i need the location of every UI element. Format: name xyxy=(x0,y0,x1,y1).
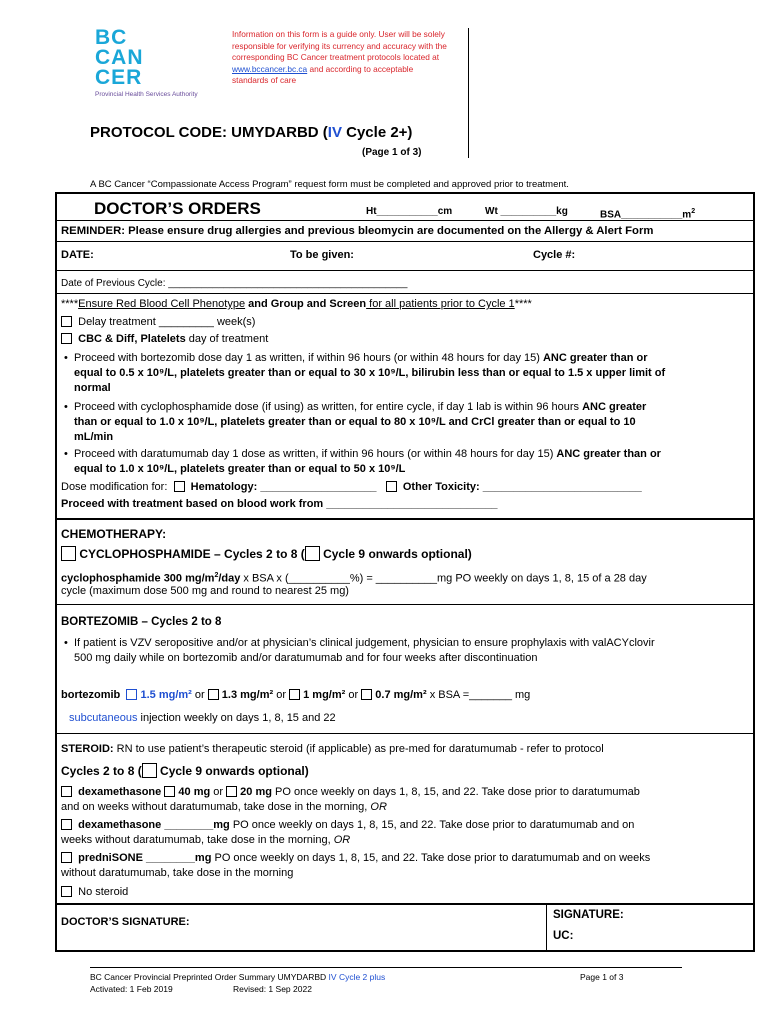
proceed-blood-work[interactable]: Proceed with treatment based on blood work from ____________________________ xyxy=(61,498,498,510)
divider xyxy=(55,270,755,271)
bort-1-checkbox[interactable] xyxy=(289,689,300,700)
signature-label[interactable]: SIGNATURE: xyxy=(553,909,624,921)
reminder: REMINDER: Please ensure drug allergies and previous bleomycin are documented on the Allergy & Alert Form xyxy=(61,225,654,237)
bort-0-7-checkbox[interactable] xyxy=(361,689,372,700)
footer-activated: Activated: 1 Feb 2019 xyxy=(90,984,173,994)
phenotype-note xyxy=(61,297,532,311)
logo-line3: CER xyxy=(95,66,143,89)
cyclo-proceed-line3: mL/min xyxy=(74,431,114,443)
steroid-note: RN to use patient’s therapeutic steroid (if applicable) as pre-med for daratumumab - refer to protocol xyxy=(113,743,604,755)
bort-text: Proceed with bortezomib dose day 1 as written, if within 96 hours (or within 48 hours for day 15) xyxy=(74,352,543,364)
bortezomib-proceed-line1 xyxy=(74,351,648,365)
dex-text-2: and on weeks without daratumumab, take dose in the morning, xyxy=(61,801,371,813)
prior-cycle-text: for all patients prior to Cycle 1 xyxy=(366,298,515,310)
group-screen-text: and Group and Screen xyxy=(245,298,367,310)
prednisone-checkbox[interactable] xyxy=(61,852,72,863)
signature-divider xyxy=(546,904,547,951)
divider xyxy=(55,733,755,734)
footer-revised: Revised: 1 Sep 2022 xyxy=(233,984,312,994)
height-field[interactable]: Ht___________cm xyxy=(366,206,453,217)
bc-cancer-logo xyxy=(95,28,225,98)
protocol-code xyxy=(90,124,412,141)
bort-1-3-checkbox[interactable] xyxy=(208,689,219,700)
bort-1-5-checkbox[interactable] xyxy=(126,689,137,700)
dex-custom-label[interactable]: dexamethasone ________mg xyxy=(78,819,230,831)
bsa-sup: 2 xyxy=(691,208,696,215)
dex-20-checkbox[interactable] xyxy=(226,786,237,797)
stars: **** xyxy=(61,298,79,310)
cbc-label: CBC & Diff, Platelets xyxy=(78,333,186,345)
bort-0-7-label: 0.7 mg/m² xyxy=(375,689,427,701)
steroid-cycles-text: Cycles 2 to 8 ( xyxy=(61,764,142,778)
steroid-cycles xyxy=(61,763,309,779)
cyclo-dose-day: /day xyxy=(218,572,241,585)
to-be-given-label[interactable]: To be given: xyxy=(290,249,354,261)
delay-checkbox[interactable] xyxy=(61,316,72,327)
dex-label: dexamethasone xyxy=(78,786,162,798)
stars-end: **** xyxy=(514,298,532,310)
dex-custom-text-2: weeks without daratumumab, take dose in the morning, xyxy=(61,834,334,846)
date-label[interactable]: DATE: xyxy=(61,249,94,261)
or: or xyxy=(210,786,227,798)
steroid-heading xyxy=(61,742,604,756)
other-toxicity-label: Other Toxicity: __________________________ xyxy=(402,481,642,493)
dose-modification-row xyxy=(61,480,642,494)
cyclo-checkbox[interactable] xyxy=(61,546,76,561)
page-subtitle: (Page 1 of 3) xyxy=(362,147,422,158)
cbc-checkbox[interactable] xyxy=(61,333,72,344)
bortezomib-dose-row xyxy=(61,688,530,702)
subcut-rest: injection weekly on days 1, 8, 15 and 22 xyxy=(137,712,336,724)
or: or xyxy=(273,689,290,701)
dex-custom-checkbox[interactable] xyxy=(61,819,72,830)
doctor-signature-label[interactable]: DOCTOR’S SIGNATURE: xyxy=(61,916,190,928)
cyclo-dose-bold: cyclophosphamide 300 mg/m xyxy=(61,572,215,585)
bort-bsa-calc[interactable]: x BSA =_______ mg xyxy=(426,689,531,701)
bccancer-link[interactable]: www.bccancer.bc.ca xyxy=(232,63,308,74)
cycle-number-label[interactable]: Cycle #: xyxy=(533,249,576,261)
dara-text: Proceed with daratumumab day 1 dose as written, if within 96 hours (or within 48 hours for day 15) xyxy=(74,448,557,460)
steroid-cycle9-text: Cycle 9 onwards optional) xyxy=(160,764,309,778)
dex-40-checkbox[interactable] xyxy=(164,786,175,797)
footer-iv: IV Cycle 2 plus xyxy=(328,972,386,982)
cyclo-dose-calc[interactable]: x BSA x (__________%) = __________mg PO weekly on days 1, 8, 15 of a 28 day xyxy=(240,572,647,585)
hematology-checkbox[interactable] xyxy=(174,481,185,492)
subcut-label: subcutaneous xyxy=(69,712,138,724)
prednisone-text: PO once weekly on days 1, 8, 15, and 22. Take dose prior to daratumumab and on weeks xyxy=(211,852,651,864)
bort-anc: ANC greater than or xyxy=(542,352,648,364)
divider xyxy=(55,241,755,242)
dex-40-label: 40 mg xyxy=(178,786,211,798)
or-italic: OR xyxy=(333,834,351,846)
dosemod-label: Dose modification for: xyxy=(61,481,168,493)
subcut-line xyxy=(69,711,336,725)
dara-anc: ANC greater than or xyxy=(556,448,661,460)
disclaimer-text: Information on this form is a guide only. User will be solely responsible for verifying its currency and accuracy with the corresponding BC Cancer treatment protocols located at xyxy=(232,29,447,63)
dex-fixed-line1 xyxy=(61,785,640,799)
section-divider xyxy=(55,903,755,905)
logo-subtitle: Provincial Health Services Authority xyxy=(95,91,198,98)
dex-fixed-line2 xyxy=(61,800,387,814)
or: or xyxy=(191,689,208,701)
cbc-row xyxy=(61,332,268,346)
uc-label[interactable]: UC: xyxy=(553,930,574,942)
or-italic: OR xyxy=(370,801,387,813)
protocol-label: PROTOCOL CODE: UMYDARBD ( xyxy=(90,124,328,141)
bortezomib-label: bortezomib xyxy=(61,689,121,701)
bortezomib-proceed-line2: equal to 0.5 x 10⁹/L, platelets greater than or equal to 30 x 10⁹/L, bilirubin less than or equal to 1.5 x upper limit of xyxy=(74,367,666,379)
previous-cycle-date[interactable]: Date of Previous Cycle: ___________________________________________ xyxy=(61,278,408,289)
logo-line2: CAN xyxy=(95,46,144,69)
cyclo-cycle9-checkbox[interactable] xyxy=(305,546,320,561)
cyclo-title xyxy=(61,546,472,562)
dara-proceed-line1 xyxy=(74,447,661,461)
delay-treatment-row xyxy=(61,315,255,329)
bortezomib-title: BORTEZOMIB – Cycles 2 to 8 xyxy=(61,616,222,628)
bort-1-3-label: 1.3 mg/m² xyxy=(221,689,274,701)
prednisone-line2: without daratumumab, take dose in the morning xyxy=(61,867,294,879)
protocol-cycle: Cycle 2+) xyxy=(341,124,413,141)
doctors-orders-title: DOCTOR’S ORDERS xyxy=(94,199,261,218)
footer-divider xyxy=(90,967,682,968)
disclaimer-text-end: and according to acceptable standards of care xyxy=(232,63,414,86)
steroid-label: STEROID: xyxy=(61,743,114,755)
footer-text: BC Cancer Provincial Preprinted Order Summary UMYDARBD xyxy=(90,972,329,982)
bort-1-5-label: 1.5 mg/m² xyxy=(140,689,192,701)
no-steroid-row xyxy=(61,885,128,899)
hematology-label: Hematology: ___________________ xyxy=(190,481,377,493)
vzv-line1: • If patient is VZV seropositive and/or at physician’s clinical judgement, physician to ensure prophylaxis with valACYclovir xyxy=(74,636,655,650)
dex-20-label: 20 mg xyxy=(240,786,272,798)
divider xyxy=(55,293,755,294)
divider xyxy=(55,220,755,221)
bortezomib-proceed-line3: normal xyxy=(74,382,111,394)
steroid-cycle9-checkbox[interactable] xyxy=(142,763,157,778)
dex-custom-line2 xyxy=(61,833,350,847)
prednisone-line1 xyxy=(61,851,650,865)
dex-fixed-checkbox[interactable] xyxy=(61,786,72,797)
or: or xyxy=(345,689,362,701)
logo-line1: BC xyxy=(95,26,128,49)
weight-field[interactable]: Wt __________kg xyxy=(485,206,568,217)
bsa-label: BSA___________m xyxy=(600,209,692,221)
cyclo-proceed-line1 xyxy=(74,400,646,414)
cyclo-anc: ANC greater xyxy=(582,401,647,413)
no-steroid-label: No steroid xyxy=(78,886,129,898)
divider xyxy=(55,604,755,605)
cyclo-proceed-line2: than or equal to 1.0 x 10⁹/L, platelets greater than or equal to 80 x 10⁹/L and CrCl greater than or equal to 10 xyxy=(74,416,636,428)
chemotherapy-heading: CHEMOTHERAPY: xyxy=(61,527,167,541)
no-steroid-checkbox[interactable] xyxy=(61,886,72,897)
cbc-rest: day of treatment xyxy=(185,333,269,345)
delay-label: Delay treatment _________ week(s) xyxy=(78,316,256,328)
other-toxicity-checkbox[interactable] xyxy=(386,481,397,492)
compassionate-note: A BC Cancer “Compassionate Access Program” request form must be completed and approved prior to treatment. xyxy=(90,179,569,190)
cyclo-dose-sup: 2 xyxy=(214,572,219,579)
vzv-line2: 500 mg daily while on bortezomib and/or daratumumab and for four weeks after discontinuation xyxy=(74,652,538,664)
disclaimer xyxy=(232,29,447,87)
footer-page: Page 1 of 3 xyxy=(580,972,624,982)
prednisone-label[interactable]: predniSONE ________mg xyxy=(78,852,212,864)
cyclo-text: Proceed with cyclophosphamide dose (if using) as written, for entire cycle, if day 1 lab is within 96 hours xyxy=(74,401,583,413)
dex-text: PO once weekly on days 1, 8, 15, and 22. Take dose prior to daratumumab xyxy=(271,786,640,798)
cyclo-cycle9-text: Cycle 9 onwards optional) xyxy=(323,547,472,561)
header-divider xyxy=(468,28,469,158)
cyclo-dose-line2: cycle (maximum dose 500 mg and round to nearest 25 mg) xyxy=(61,585,349,597)
cyclo-title-text: CYCLOPHOSPHAMIDE – Cycles 2 to 8 ( xyxy=(79,547,305,561)
protocol-iv: IV xyxy=(327,124,342,141)
dara-proceed-line2: equal to 1.0 x 10⁹/L, platelets greater than or equal to 50 x 10⁹/L xyxy=(74,463,406,475)
dex-custom-line1 xyxy=(61,818,634,832)
dex-custom-text: PO once weekly on days 1, 8, 15, and 22. Take dose prior to daratumumab and on xyxy=(229,819,635,831)
bort-1-label: 1 mg/m² xyxy=(303,689,346,701)
phenotype-text: Ensure Red Blood Cell Phenotype xyxy=(78,298,246,310)
section-divider xyxy=(55,518,755,520)
